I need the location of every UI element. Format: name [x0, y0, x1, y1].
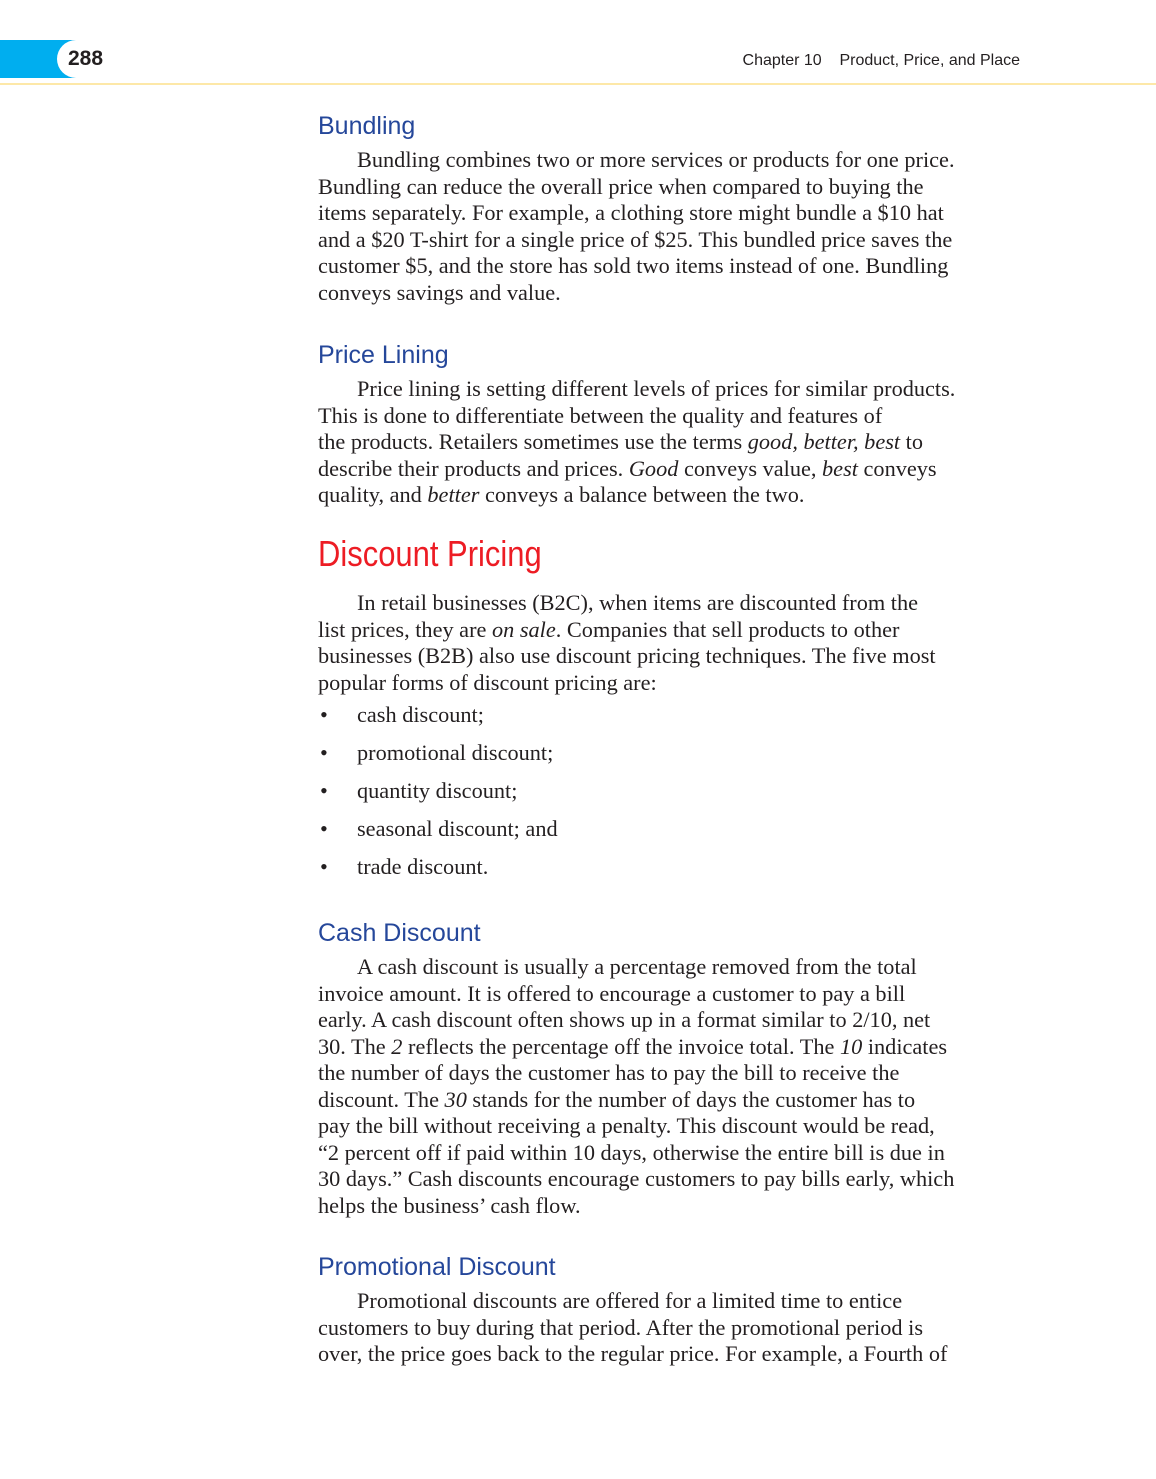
text-line — [318, 482, 1023, 509]
text-line — [318, 1034, 1023, 1061]
text-run: indicates — [862, 1033, 948, 1059]
text-line — [318, 617, 1023, 644]
italic-term: better — [427, 482, 480, 507]
text-line: helps the business’ cash flow. — [318, 1192, 581, 1218]
list-item — [318, 778, 1023, 816]
list-item — [318, 740, 1023, 778]
text-line: the number of days the customer has to pay the bill to receive the — [318, 1060, 900, 1085]
text-run: stands for the number of days the customer has to — [466, 1086, 916, 1112]
page-number: 288 — [68, 47, 104, 70]
text-run: list prices, they are — [318, 616, 492, 642]
paragraph-cash-discount — [318, 954, 1023, 1219]
text-run: conveys a balance between the two. — [479, 482, 805, 507]
paragraph-price-lining — [318, 376, 1023, 509]
text-line: A cash discount is usually a percentage removed from the total — [357, 954, 917, 979]
text-run: the products. Retailers sometimes use the terms — [318, 429, 748, 454]
bullet-icon: • — [320, 702, 328, 727]
text-line: invoice amount. It is offered to encourage a customer to pay a bill — [318, 980, 906, 1006]
bullet-icon: • — [320, 854, 328, 879]
text-line: businesses (B2B) also use discount pricing techniques. The five most — [318, 643, 936, 668]
text-line: early. A cash discount often shows up in a format similar to 2/10, net — [318, 1007, 931, 1032]
italic-term: 2 — [391, 1033, 403, 1059]
discount-types-list — [318, 702, 1023, 892]
list-item-text: quantity discount; — [357, 778, 518, 803]
text-run: reflects the percentage off the invoice total. The — [402, 1033, 840, 1059]
text-run: conveys value, — [678, 455, 823, 481]
text-line: In retail businesses (B2C), when items are discounted from the — [357, 590, 919, 615]
text-line: Promotional discounts are offered for a limited time to entice — [357, 1288, 903, 1313]
text-run: to — [900, 429, 924, 454]
list-item-text: cash discount; — [357, 702, 484, 727]
text-line: This is done to differentiate between the quality and features of — [318, 402, 883, 428]
text-line: popular forms of discount pricing are: — [318, 669, 657, 695]
list-item-text: promotional discount; — [357, 740, 554, 765]
text-run: conveys — [857, 455, 937, 481]
italic-term: 30 — [444, 1086, 467, 1112]
text-run: discount. The — [318, 1086, 445, 1112]
text-line: items separately. For example, a clothing store might bundle a $10 hat — [318, 200, 944, 225]
text-line — [318, 429, 1023, 456]
list-item — [318, 854, 1023, 892]
list-item-text: seasonal discount; and — [357, 816, 558, 841]
text-line: pay the bill without receiving a penalty. This discount would be read, — [318, 1113, 935, 1138]
bullet-icon: • — [320, 778, 328, 803]
list-item-text: trade discount. — [357, 854, 489, 879]
list-item — [318, 702, 1023, 740]
bullet-icon: • — [320, 740, 328, 765]
italic-term: good, better, best — [747, 429, 901, 454]
text-line: customer $5, and the store has sold two items instead of one. Bundling — [318, 253, 949, 278]
bullet-icon: • — [320, 816, 328, 841]
list-item — [318, 816, 1023, 854]
heading-discount-pricing: Discount Pricing — [318, 533, 542, 574]
text-run: quality, and — [318, 482, 428, 507]
italic-term: on sale — [491, 616, 556, 642]
italic-term: Good — [628, 455, 679, 481]
text-line: “2 percent off if paid within 10 days, otherwise the entire bill is due in — [318, 1139, 945, 1165]
heading-bundling: Bundling — [318, 112, 416, 140]
header-divider — [0, 83, 1156, 85]
text-line: customers to buy during that period. After the promotional period is — [318, 1314, 923, 1340]
paragraph-discount-pricing — [318, 590, 1023, 696]
text-run: . Companies that sell products to other — [555, 616, 900, 642]
heading-cash-discount: Cash Discount — [318, 919, 481, 947]
text-run: 30. The — [318, 1033, 392, 1059]
italic-term: best — [822, 455, 858, 481]
text-line: and a $20 T-shirt for a single price of $25. This bundled price saves the — [318, 226, 953, 252]
paragraph-bundling — [318, 147, 1023, 306]
heading-price-lining: Price Lining — [318, 341, 449, 369]
heading-promotional-discount: Promotional Discount — [318, 1253, 556, 1281]
text-line: over, the price goes back to the regular price. For example, a Fourth of — [318, 1341, 948, 1366]
paragraph-promotional-discount — [318, 1288, 1023, 1368]
text-line: conveys savings and value. — [318, 279, 561, 305]
text-run: describe their products and prices. — [318, 455, 629, 481]
text-line: 30 days.” Cash discounts encourage customers to pay bills early, which — [318, 1166, 955, 1191]
text-line — [318, 456, 1023, 483]
italic-term: 10 — [839, 1033, 863, 1059]
text-line: Price lining is setting different levels of prices for similar products. — [357, 376, 956, 401]
text-line — [318, 1087, 1023, 1114]
text-line: Bundling can reduce the overall price when compared to buying the — [318, 173, 924, 199]
running-head: Chapter 10 Product, Price, and Place — [742, 52, 1020, 69]
text-line: Bundling combines two or more services or products for one price. — [357, 147, 955, 172]
